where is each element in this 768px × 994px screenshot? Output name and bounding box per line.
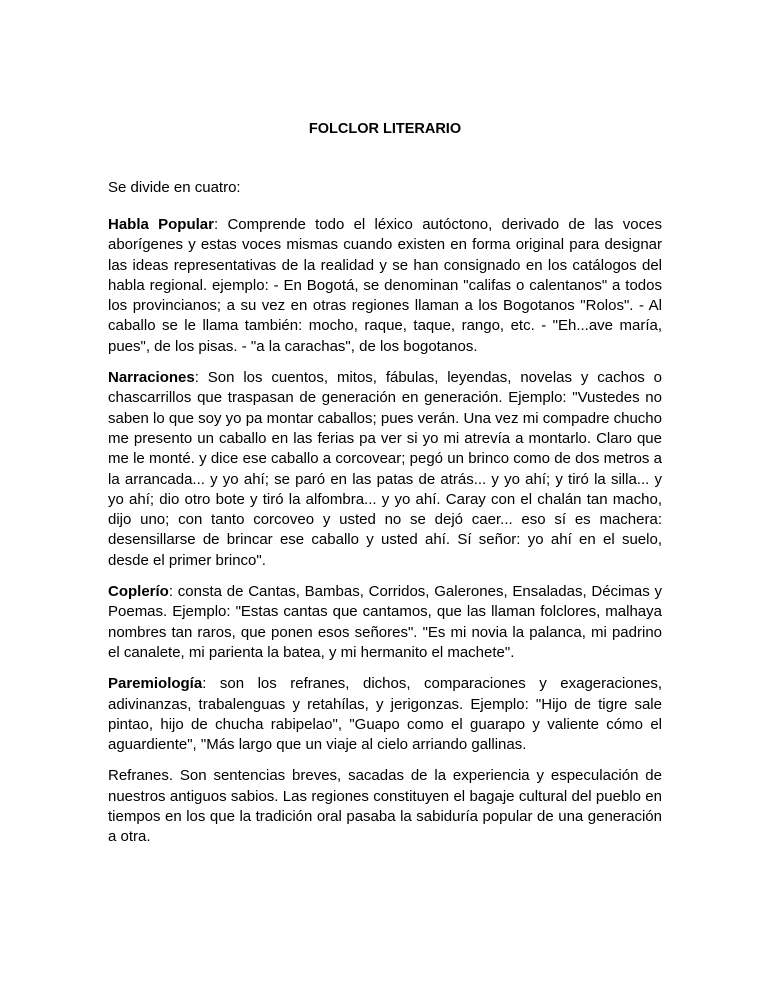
paragraph-text: : consta de Cantas, Bambas, Corridos, Galerones, Ensaladas, Décimas y Poemas. Ejemplo: "Estas cantas que cantamos, que las llaman folclores, malhaya nombres tan raros, que ponen esos señores". "Es mi novia la palanca, mi padrino el canalete, mi parienta la batea, y mi hermanito el machete". xyxy=(108,583,662,661)
term-narraciones: Narraciones xyxy=(108,369,195,387)
term-paremiologia: Paremiología xyxy=(108,675,203,693)
document-body xyxy=(108,215,662,859)
document-title: FOLCLOR LITERARIO xyxy=(308,121,462,137)
paragraph-paremiologia xyxy=(108,674,662,755)
term-habla-popular: Habla Popular xyxy=(108,216,214,233)
paragraph-text: : Comprende todo el léxico autóctono, derivado de las voces aborígenes y estas voces mismas cuando existen en forma original para designar las ideas representativas de la realidad y se han consignado en los catálogos del habla regional. ejemplo: - En Bogotá, se denominan "califas o calentanos" a todos los provincianos; a su vez en otras regiones llaman a los Bogotanos "Rolos". - Al caballo se le llama también: mocho, raque, taque, rango, etc. - "Eh...ave maría, pues", de los pisas. - "a la carachas", de los bogotanos. xyxy=(108,216,662,355)
paragraph-text: Refranes. Son sentencias breves, sacadas de la experiencia y especulación de nuestros antiguos sabios. Las regiones constituyen el bagaje cultural del pueblo en tiempos en los que la tradición oral pasaba la sabiduría popular de una generación a otra. xyxy=(108,767,662,846)
paragraph-text: : son los refranes, dichos, comparaciones y exageraciones, adivinanzas, trabalenguas y retahílas, y jerigonzas. Ejemplo: "Hijo de tigre sale pintao, hijo de chucha rabipelao", "Guapo como el guarapo y valiente cómo el aguardiente", "Más largo que un viaje al cielo arriando gallinas. xyxy=(108,675,662,754)
paragraph-text: : Son los cuentos, mitos, fábulas, leyendas, novelas y cachos o chascarrillos que traspasan de generación en generación. Ejemplo: "Vustedes no saben lo que soy yo pa montar caballos; pues verán. Una vez mi compadre chucho me presento un caballo en las ferias pa ver si yo mi atrevía a montarlo. Claro que me le monté. y dice ese caballo a corcovear; pegó un brinco como de dos metros a la arrancada... y yo ahí; se paró en las patas de atrás... y yo ahí; y tiró la silla... y yo ahí; dio otro bote y tiró la alfombra... y yo ahí. Caray con el chalán tan macho, dijo uno; con tanto corcoveo y usted no se dejó caer... eso sí es machera: desensillarse de brincar ese caballo y usted ahí. Sí señor: yo ahí en el suelo, desde el primer brinco". xyxy=(108,369,662,569)
intro-line: Se divide en cuatro: xyxy=(108,179,241,196)
paragraph-refranes xyxy=(108,766,662,847)
paragraph-narraciones xyxy=(108,368,662,571)
paragraph-coplerio xyxy=(108,582,662,663)
paragraph-habla-popular xyxy=(108,215,662,357)
term-coplerio: Coplerío xyxy=(108,583,169,601)
